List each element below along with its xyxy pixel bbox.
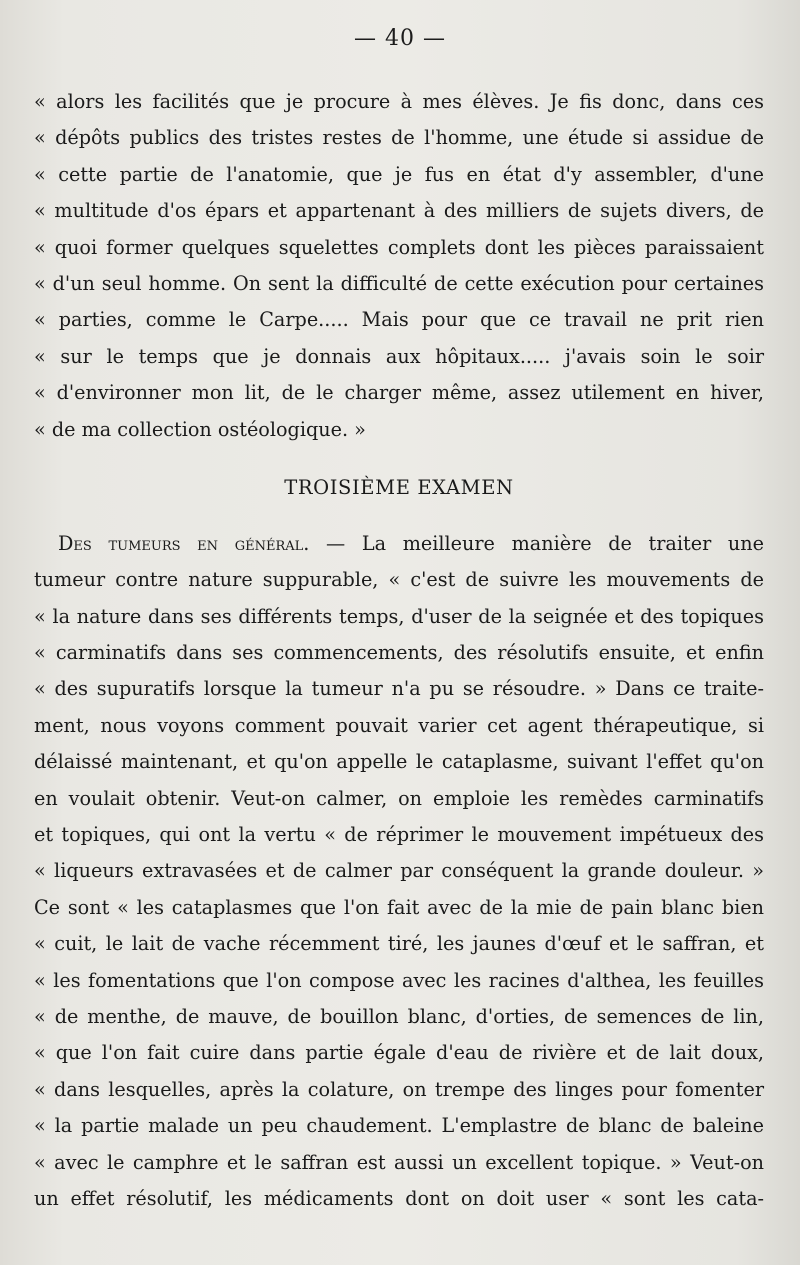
text-line: « dépôts publics des tristes restes de l'homme, une étude si assidue de [34,126,764,150]
text-line-first [34,526,764,562]
text-line: Ce sont « les cataplasmes que l'on fait avec de la mie de pain blanc bien [34,895,764,919]
text-line: « avec le camphre et le saffran est aussi un excellent topique. » Veut-on [34,1150,764,1174]
section-lead: Des tumeurs en général. [58,531,310,555]
text-line: « alors les facilités que je procure à mes élèves. Je fis donc, dans ces [34,90,764,113]
text-line: « de menthe, de mauve, de bouillon blanc, d'orties, de semences de lin, [34,1004,764,1028]
text-line: « sur le temps que je donnais aux hôpitaux..... j'avais soin le soir [34,344,764,368]
text-line: « multitude d'os épars et appartenant à des milliers de sujets divers, de [34,199,764,223]
text-line: tumeur contre nature suppurable, « c'est de suivre les mouvements de [34,568,764,592]
text-line: « quoi former quelques squelettes complets dont les pièces paraissaient [34,235,764,259]
text-line: un effet résolutif, les médicaments dont on doit user « sont les cata- [34,1186,764,1210]
text-line: « d'un seul homme. On sent la difficulté de cette exécution pour certaines [34,271,764,295]
body-text [34,84,764,1217]
text-line: et topiques, qui ont la vertu « de réprimer le mouvement impétueux des [34,823,764,847]
text-line: « la nature dans ses différents temps, d'user de la seignée et des topiques [34,604,764,628]
text-line: « dans lesquelles, après la colature, on trempe des linges pour fomenter [34,1077,764,1101]
text-line: « la partie malade un peu chaudement. L'emplastre de blanc de baleine [34,1114,764,1138]
text-line: en voulait obtenir. Veut-on calmer, on emploie les remèdes carminatifs [34,786,764,810]
text-line: « de ma collection ostéologique. » [34,417,366,441]
text-line: « d'environner mon lit, de le charger même, assez utilement en hiver, [34,381,764,405]
text-line: « que l'on fait cuire dans partie égale d'eau de rivière et de lait doux, [34,1041,764,1065]
text-line: « cuit, le lait de vache récemment tiré, les jaunes d'œuf et le saffran, et [34,932,764,956]
text-line: « des supuratifs lorsque la tumeur n'a pu se résoudre. » Dans ce traite- [34,677,764,701]
text-line: ment, nous voyons comment pouvait varier cet agent thérapeutique, si [34,713,764,737]
section-heading: TROISIÈME EXAMEN [284,475,514,499]
paragraph-quote [34,84,764,448]
first-line-rest: — La meilleure manière de traiter une [309,531,764,555]
paragraph-tumeurs [34,526,764,1217]
page-number: — 40 — [354,26,446,51]
text-line: délaissé maintenant, et qu'on appelle le cataplasme, suivant l'effet qu'on [34,750,764,774]
text-line: « cette partie de l'anatomie, que je fus en état d'y assembler, d'une [34,162,764,186]
text-line: « les fomentations que l'on compose avec les racines d'althea, les feuilles [34,968,764,992]
text-line: « liqueurs extravasées et de calmer par conséquent la grande douleur. » [34,859,764,883]
text-line: « carminatifs dans ses commencements, des résolutifs ensuite, et enfin [34,641,764,665]
text-line: « parties, comme le Carpe..... Mais pour que ce travail ne prit rien [34,308,764,332]
